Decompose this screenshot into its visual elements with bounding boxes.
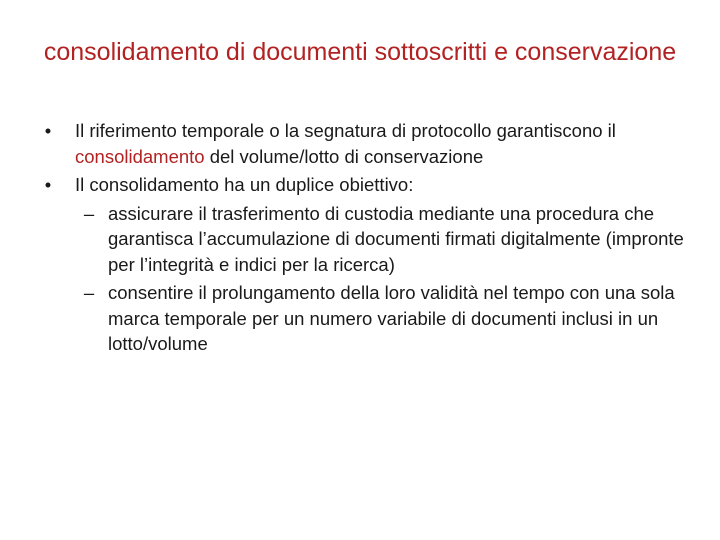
bullet-text-before: Il riferimento temporale o la segnatura di protocollo garantiscono il — [75, 120, 616, 141]
bullet-text-after: del volume/lotto di conservazione — [204, 145, 484, 167]
bullet-text — [75, 120, 616, 167]
slide-body — [38, 118, 688, 360]
bullet-text: Il consolidamento ha un duplice obiettivo: — [75, 174, 414, 195]
bullet-marker: • — [44, 174, 52, 195]
sub-bullet-item — [38, 280, 688, 357]
slide-title: consolidamento di documenti sottoscritti e conservazione — [43, 38, 677, 66]
bullet-highlight: consolidamento — [75, 145, 205, 167]
sub-bullet-marker: – — [83, 202, 95, 224]
sub-bullet-text: consentire il prolungamento della loro validità nel tempo con una sola marca temporale per un numero variabile di documenti inclusi in un lotto/volume — [108, 282, 675, 354]
bullet-item — [38, 118, 688, 169]
sub-bullet-text: assicurare il trasferimento di custodia mediante una procedura che garantisca l’accumulazione di documenti firmati digitalmente (impronte per l’integrità e indici per la ricerca) — [108, 202, 684, 275]
sub-bullet-marker: – — [83, 282, 95, 303]
bullet-item — [38, 172, 688, 198]
bullet-marker: • — [44, 120, 52, 141]
sub-bullet-item — [38, 201, 688, 278]
